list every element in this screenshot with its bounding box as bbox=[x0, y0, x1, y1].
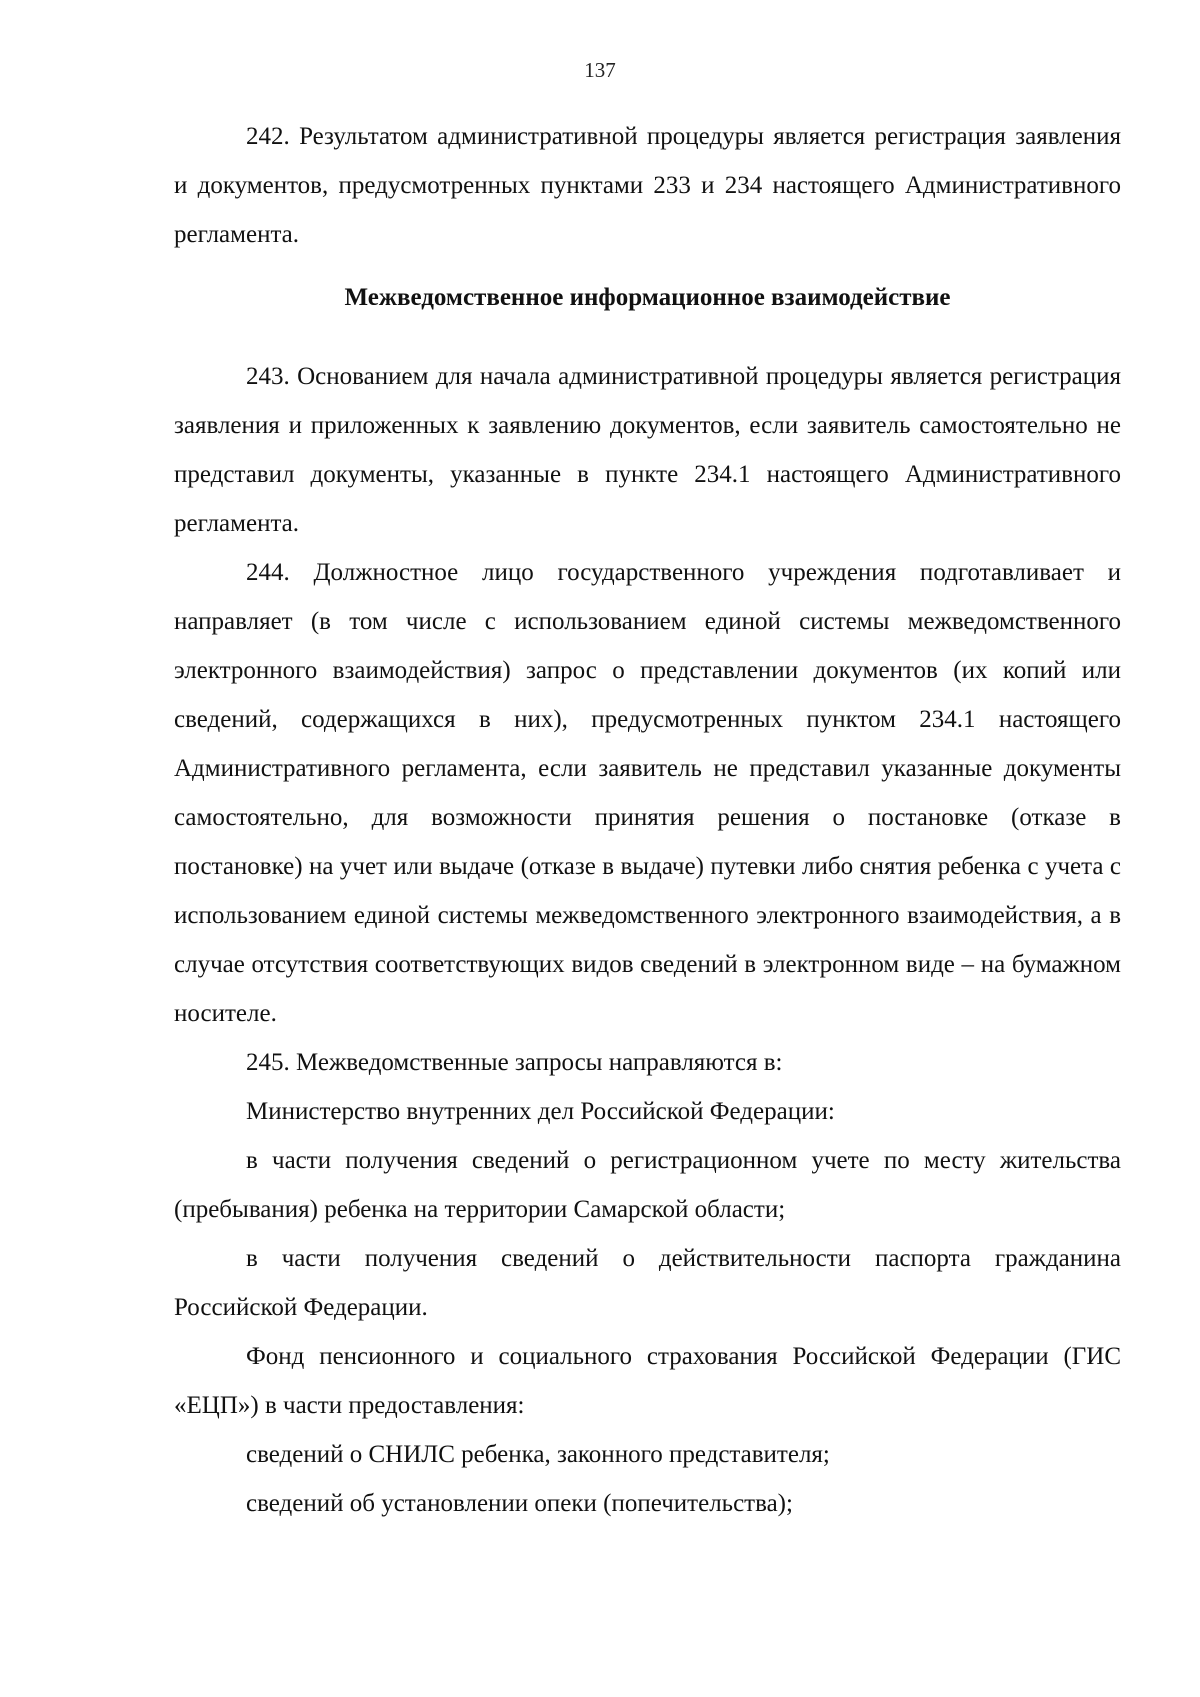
sfr-item-snils: сведений о СНИЛС ребенка, законного представителя; bbox=[246, 1441, 830, 1468]
paragraph-243: 243. Основанием для начала административной процедуры является регистрация заявления и приложенных к заявлению документов, если заявитель самостоятельно не представил документы, указанные в пункте 234.1 настоящего Административного регламента. bbox=[174, 363, 1121, 537]
paragraph-244: 244. Должностное лицо государственного учреждения подготавливает и направляет (в том числе с использованием единой системы межведомственного электронного взаимодействия) запрос о представлении документов (их копий или сведений, содержащихся в них), предусмотренных пунктом 234.1 настоящего Административного регламента, если заявитель не представил указанные документы самостоятельно, для возможности принятия решения о постановке (отказе в постановке) на учет или выдаче (отказе в выдаче) путевки либо снятия ребенка с учета с использованием единой системы межведомственного электронного взаимодействия, а в случае отсутствия соответствующих видов сведений в электронном виде – на бумажном носителе. bbox=[174, 559, 1121, 1027]
paragraph-242: 242. Результатом административной процедуры является регистрация заявления и документов, предусмотренных пунктами 233 и 234 настоящего Административного регламента. bbox=[174, 123, 1121, 248]
paragraph-245: 245. Межведомственные запросы направляются в: bbox=[246, 1049, 783, 1076]
page-number: 137 bbox=[584, 58, 616, 82]
document-body bbox=[174, 112, 1121, 1528]
mvd-item-passport: в части получения сведений о действительности паспорта гражданина Российской Федерации. bbox=[174, 1245, 1121, 1321]
sfr-item-guardianship: сведений об установлении опеки (попечительства); bbox=[246, 1490, 793, 1517]
mvd-heading: Министерство внутренних дел Российской Федерации: bbox=[246, 1098, 835, 1125]
section-heading: Межведомственное информационное взаимодействие bbox=[344, 284, 951, 311]
mvd-item-registration: в части получения сведений о регистрационном учете по месту жительства (пребывания) ребенка на территории Самарской области; bbox=[174, 1147, 1121, 1223]
sfr-heading: Фонд пенсионного и социального страхования Российской Федерации (ГИС «ЕЦП») в части предоставления: bbox=[174, 1343, 1121, 1419]
